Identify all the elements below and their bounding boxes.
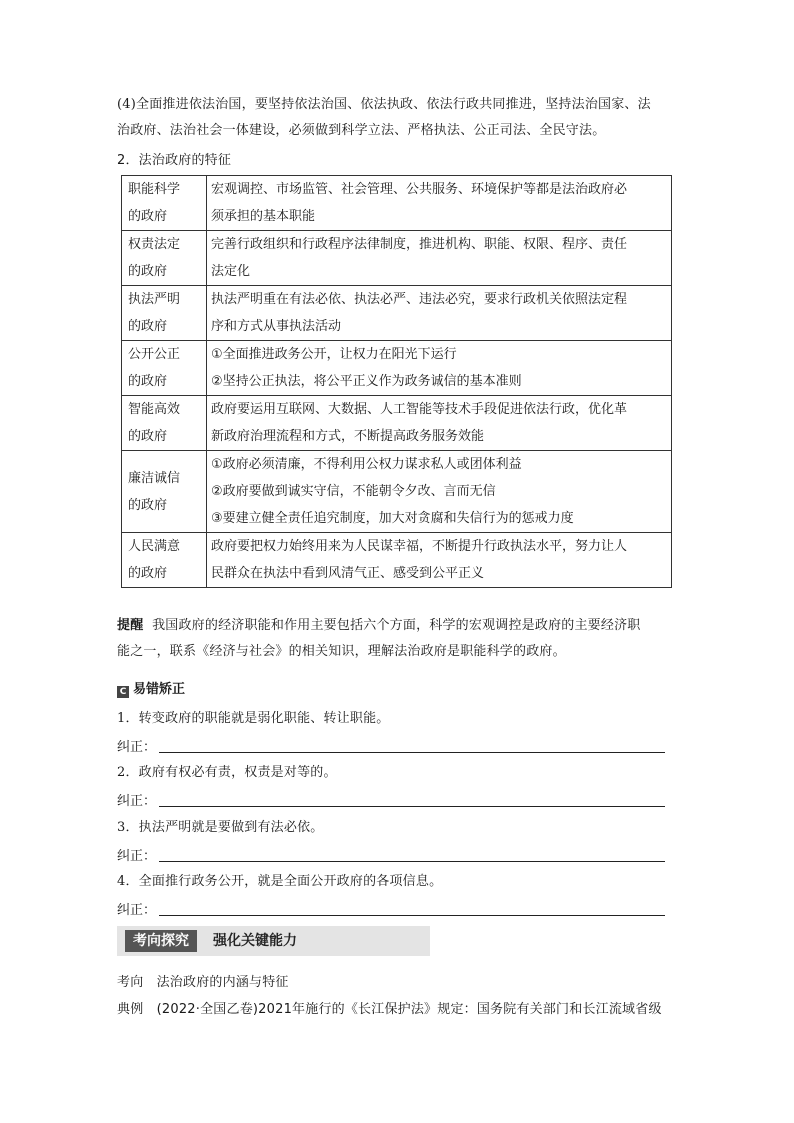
- feature-description-line: 法定化: [211, 264, 251, 279]
- explore-subtitle: 强化关键能力: [213, 933, 297, 949]
- feature-description-line: 宏观调控、市场监管、社会管理、公共服务、环境保护等都是法治政府必: [211, 182, 628, 197]
- feature-description-line: 民群众在执法中看到风清气正、感受到公平正义: [211, 566, 485, 581]
- section-title: 2．法治政府的特征: [117, 153, 232, 168]
- feature-description: [207, 451, 672, 533]
- tip-line-1: 我国政府的经济职能和作用主要包括六个方面，科学的宏观调控是政府的主要经济职: [152, 618, 641, 633]
- feature-key-text: 的政府: [128, 374, 168, 389]
- feature-description: [207, 533, 672, 588]
- feature-key-text: 公开公正: [128, 347, 181, 362]
- answer-line[interactable]: [159, 752, 665, 753]
- error-item-4: 4．全面推行政务公开，就是全面公开政府的各项信息。: [117, 874, 443, 889]
- feature-row: [122, 176, 672, 231]
- explore-tag: 考向探究: [125, 930, 197, 952]
- feature-key: [122, 451, 207, 533]
- feature-key-text: 智能高效: [128, 402, 181, 417]
- fix-row-2[interactable]: [117, 790, 665, 810]
- tip-paragraph: [117, 613, 682, 665]
- feature-description-line: ②坚持公正执法，将公平正义作为政务诚信的基本准则: [211, 374, 522, 389]
- feature-key-text: 的政府: [128, 264, 168, 279]
- fix-row-3[interactable]: [117, 845, 665, 865]
- feature-row: [122, 533, 672, 588]
- feature-key: [122, 176, 207, 231]
- fix-label: 纠正：: [117, 849, 157, 864]
- feature-description-line: 执法严明重在有法必依、执法必严、违法必究，要求行政机关依照法定程: [211, 292, 628, 307]
- answer-line[interactable]: [159, 861, 665, 862]
- feature-row: [122, 451, 672, 533]
- feature-description: [207, 231, 672, 286]
- feature-row: [122, 231, 672, 286]
- intro-paragraph: [117, 92, 682, 144]
- feature-key-text: 的政府: [128, 429, 168, 444]
- feature-description: [207, 176, 672, 231]
- error-correction-title: 易错矫正: [133, 682, 186, 697]
- feature-key: [122, 286, 207, 341]
- feature-row: [122, 341, 672, 396]
- feature-description-line: 序和方式从事执法活动: [211, 319, 342, 334]
- fix-label: 纠正：: [117, 794, 157, 809]
- feature-description-line: 政府要把权力始终用来为人民谋幸福，不断提升行政执法水平，努力让人: [211, 539, 628, 554]
- feature-description: [207, 396, 672, 451]
- answer-line[interactable]: [159, 806, 665, 807]
- direction-line: 考向 法治政府的内涵与特征: [117, 975, 289, 990]
- error-item-1: 1．转变政府的职能就是弱化职能、转让职能。: [117, 711, 390, 726]
- feature-key: [122, 396, 207, 451]
- feature-description-line: ③要建立健全责任追究制度，加大对贪腐和失信行为的惩戒力度: [211, 511, 574, 526]
- feature-description-line: 完善行政组织和行政程序法律制度，推进机构、职能、权限、程序、责任: [211, 237, 628, 252]
- error-item-2: 2．政府有权必有责，权责是对等的。: [117, 765, 337, 780]
- example-line: 典例 (2022·全国乙卷)2021年施行的《长江保护法》规定：国务院有关部门和长江流域省级: [117, 1002, 662, 1017]
- feature-key: [122, 533, 207, 588]
- feature-key: [122, 231, 207, 286]
- explore-banner: [117, 926, 430, 956]
- feature-key-text: 的政府: [128, 209, 168, 224]
- features-table: [121, 175, 672, 588]
- feature-description-line: 政府要运用互联网、大数据、人工智能等技术手段促进依法行政，优化革: [211, 402, 628, 417]
- fix-row-4[interactable]: [117, 899, 665, 919]
- feature-key-text: 职能科学: [128, 182, 181, 197]
- error-item-3: 3．执法严明就是要做到有法必依。: [117, 820, 324, 835]
- section-badge-icon: C: [117, 686, 129, 698]
- feature-key-text: 人民满意: [128, 539, 181, 554]
- feature-description-line: ①全面推进政务公开，让权力在阳光下运行: [211, 347, 457, 362]
- feature-key-text: 的政府: [128, 566, 168, 581]
- tip-line-2: 能之一，联系《经济与社会》的相关知识，理解法治政府是职能科学的政府。: [117, 644, 566, 659]
- feature-description: [207, 341, 672, 396]
- feature-key-text: 的政府: [128, 319, 168, 334]
- error-correction-heading: [117, 678, 185, 698]
- fix-label: 纠正：: [117, 740, 157, 755]
- feature-row: [122, 286, 672, 341]
- intro-line-1: (4)全面推进依法治国，要坚持依法治国、依法执政、依法行政共同推进，坚持法治国家、法: [117, 97, 651, 112]
- feature-key: [122, 341, 207, 396]
- fix-label: 纠正：: [117, 903, 157, 918]
- feature-key-text: 的政府: [128, 497, 168, 513]
- feature-description-line: 须承担的基本职能: [211, 209, 316, 224]
- answer-line[interactable]: [159, 915, 665, 916]
- feature-key-text: 廉洁诚信: [128, 470, 181, 486]
- intro-line-2: 治政府、法治社会一体建设，必须做到科学立法、严格执法、公正司法、全民守法。: [117, 123, 606, 138]
- feature-row: [122, 396, 672, 451]
- feature-description: [207, 286, 672, 341]
- feature-key-text: 权责法定: [128, 237, 181, 252]
- fix-row-1[interactable]: [117, 736, 665, 756]
- feature-description-line: ①政府必须清廉，不得利用公权力谋求私人或团体利益: [211, 457, 522, 472]
- tip-label: 提醒: [117, 618, 144, 633]
- feature-description-line: 新政府治理流程和方式，不断提高政务服务效能: [211, 429, 485, 444]
- feature-key-text: 执法严明: [128, 292, 181, 307]
- feature-description-line: ②政府要做到诚实守信，不能朝令夕改、言而无信: [211, 484, 496, 499]
